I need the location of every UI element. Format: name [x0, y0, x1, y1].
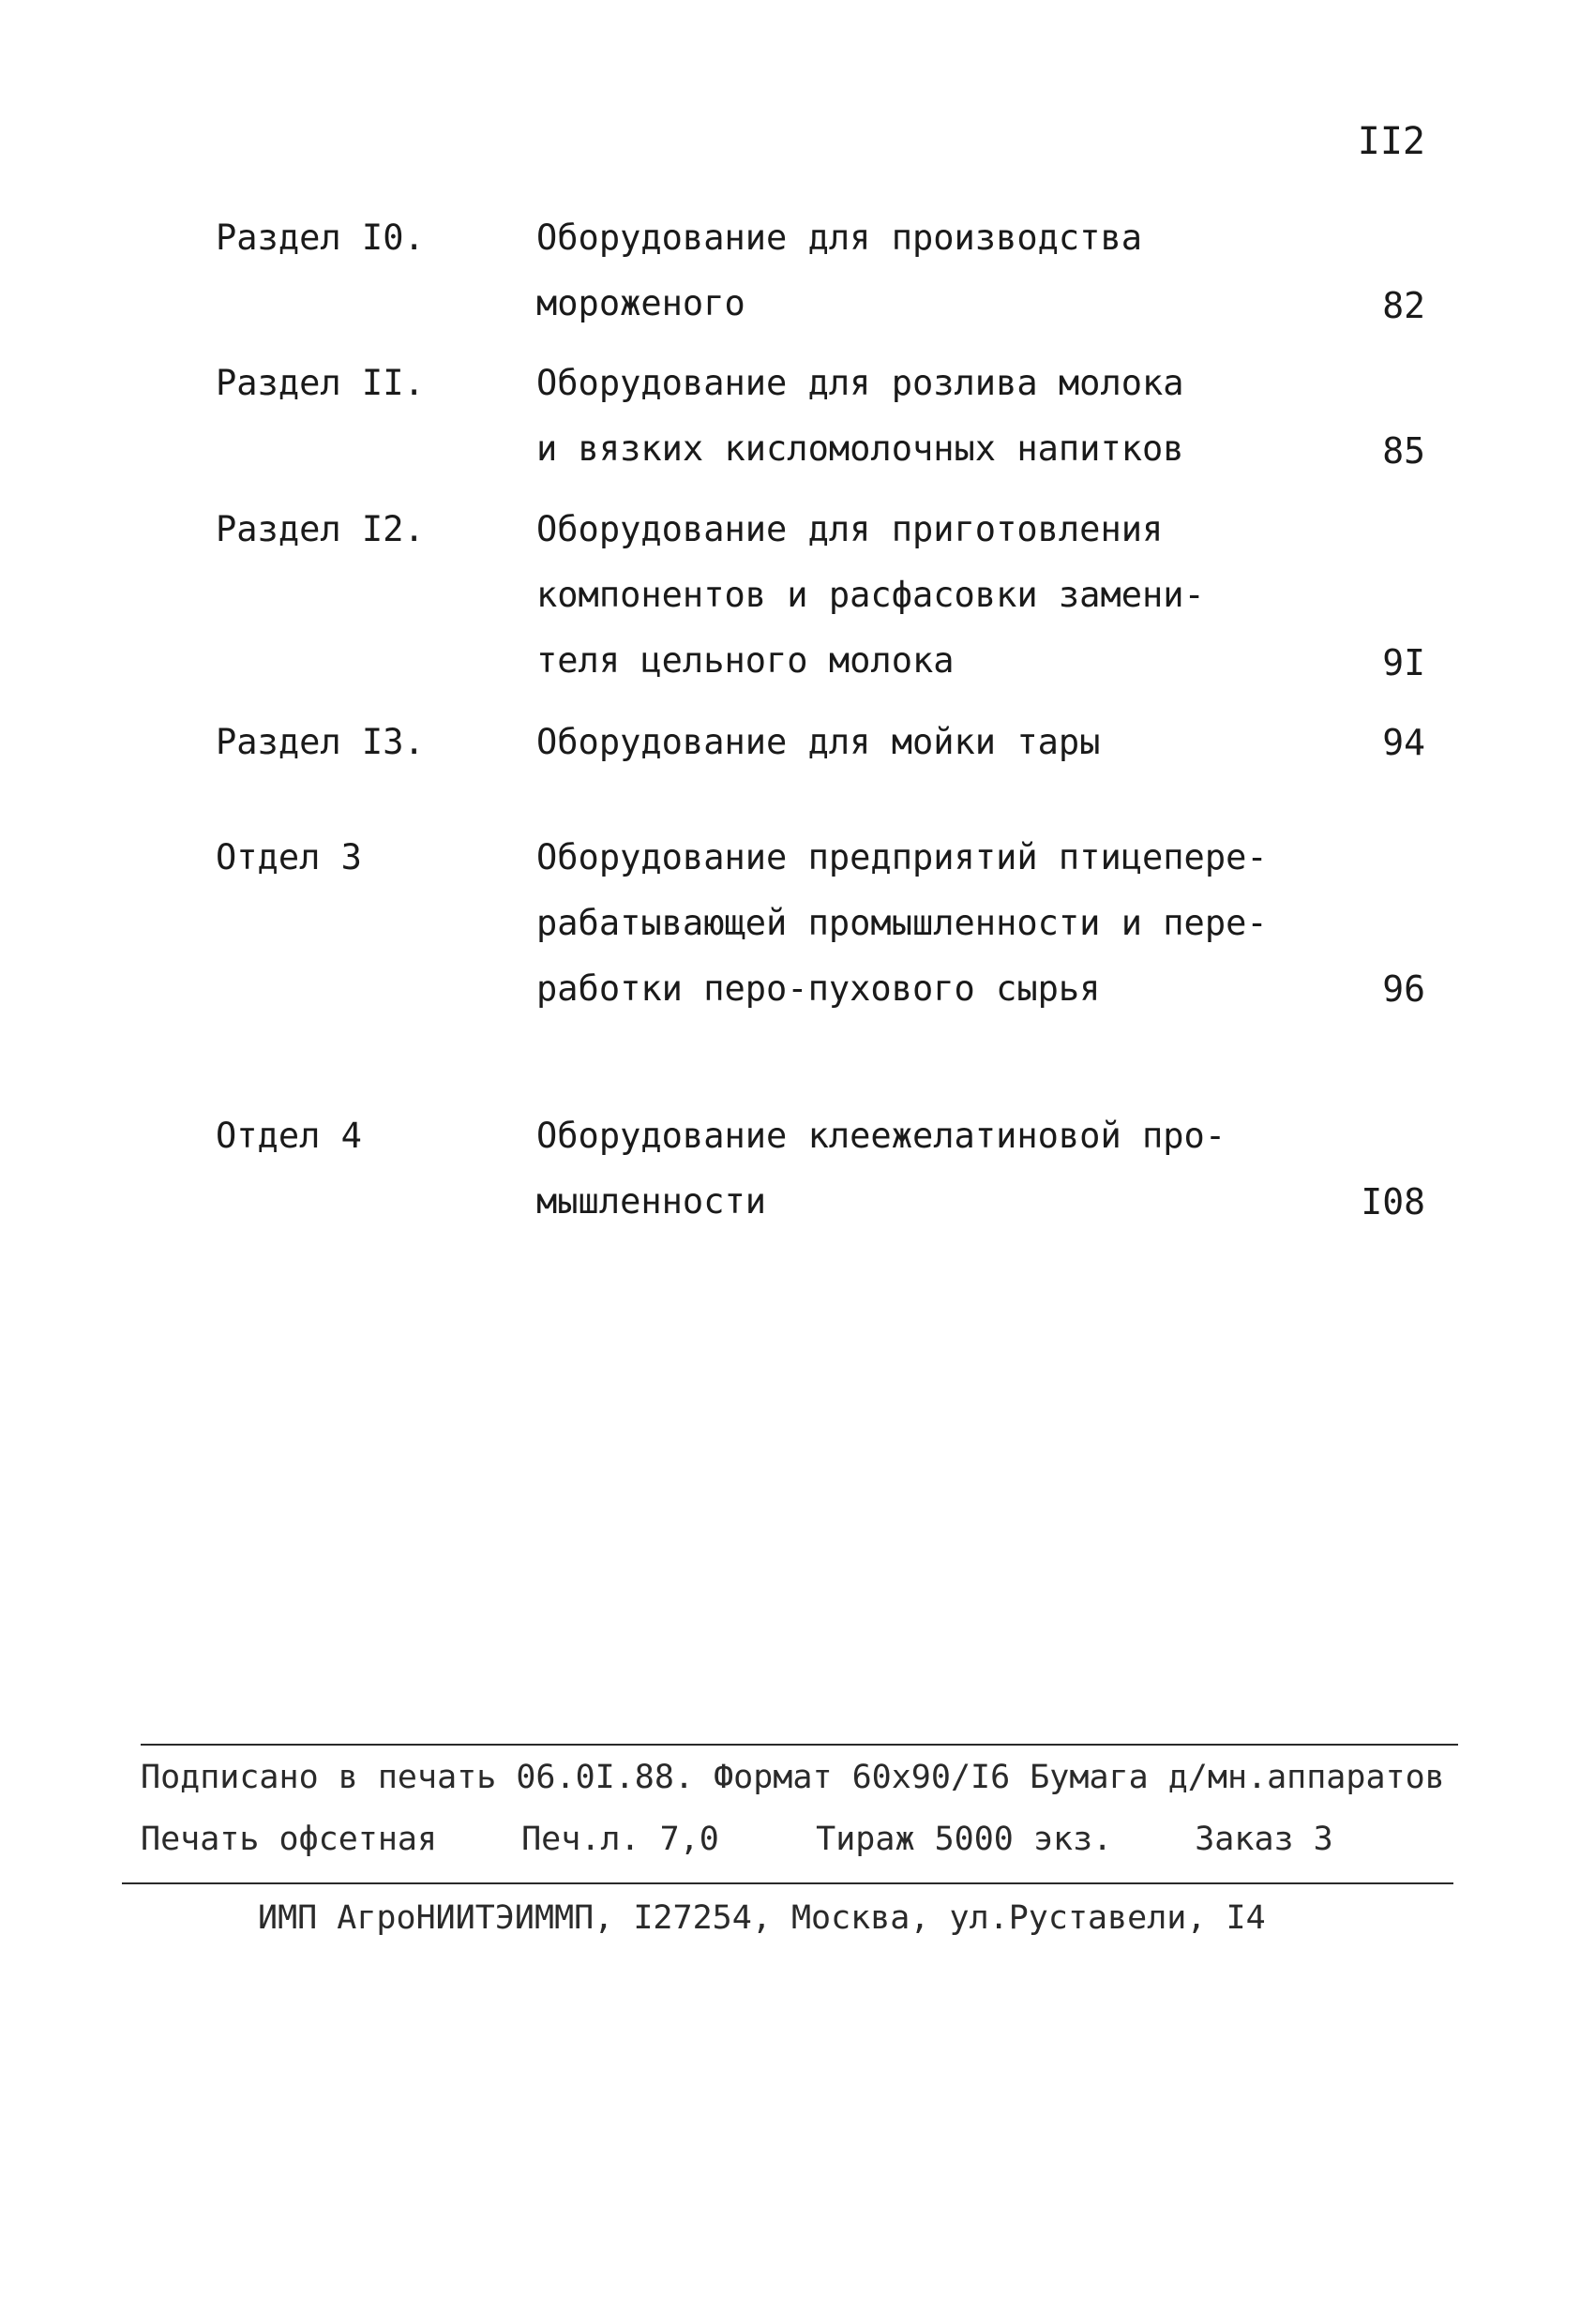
imprint-sheets: Печ.л. 7,0 — [521, 1821, 719, 1858]
toc-entry-page: 96 — [1382, 968, 1425, 1010]
imprint-print-type: Печать офсетная — [141, 1821, 438, 1858]
toc-entry-label: Отдел 3 — [216, 837, 362, 877]
toc-entry-title-line: работки перо-пухового сырья — [536, 968, 1101, 1009]
toc-entry-page: I08 — [1361, 1181, 1425, 1222]
toc-entry-page: 85 — [1382, 430, 1425, 472]
toc-entry-title-line: Оборудование для приготовления — [536, 509, 1164, 549]
imprint-publisher: ИМП АгроНИИТЭИММП, I27254, Москва, ул.Руставели, I4 — [258, 1899, 1266, 1937]
toc-entry-title-line: Оборудование для мойки тары — [536, 722, 1101, 762]
toc-entry-label: Раздел II. — [216, 363, 425, 403]
imprint-order: Заказ 3 — [1195, 1821, 1333, 1858]
imprint-print-info: Подписано в печать 06.0I.88. Формат 60х90/I6 Бумага д/мн.аппаратов — [141, 1759, 1445, 1796]
toc-entry-title-line: Оборудование предприятий птицепере- — [536, 837, 1268, 877]
toc-entry-title-line: рабатывающей промышленности и пере- — [536, 903, 1268, 943]
toc-entry-title-line: мороженого — [536, 283, 745, 323]
imprint-bottom-rule — [122, 1882, 1453, 1884]
imprint-details — [141, 1821, 1333, 1858]
toc-entry-title-line: Оборудование для розлива молока — [536, 363, 1184, 403]
toc-entry-label: Отдел 4 — [216, 1116, 362, 1156]
toc-entry-page: 94 — [1382, 722, 1425, 763]
toc-entry-title-line: Оборудование клеежелатиновой про- — [536, 1116, 1226, 1156]
page-number: II2 — [1357, 120, 1425, 163]
imprint-circulation: Тираж 5000 экз. — [816, 1821, 1113, 1858]
imprint-top-rule — [141, 1744, 1458, 1746]
toc-entry-title-line: мышленности — [536, 1181, 767, 1222]
toc-entry-title-line: теля цельного молока — [536, 640, 955, 681]
toc-entry-label: Раздел I2. — [216, 509, 425, 549]
toc-entry-title-line: и вязких кисломолочных напитков — [536, 428, 1184, 469]
toc-entry-label: Раздел I3. — [216, 722, 425, 762]
toc-entry-title-line: Оборудование для производства — [536, 217, 1143, 258]
toc-entry-page: 9I — [1382, 642, 1425, 683]
toc-entry-label: Раздел I0. — [216, 217, 425, 258]
toc-entry-page: 82 — [1382, 285, 1425, 326]
toc-entry-title-line: компонентов и расфасовки замени- — [536, 575, 1205, 615]
